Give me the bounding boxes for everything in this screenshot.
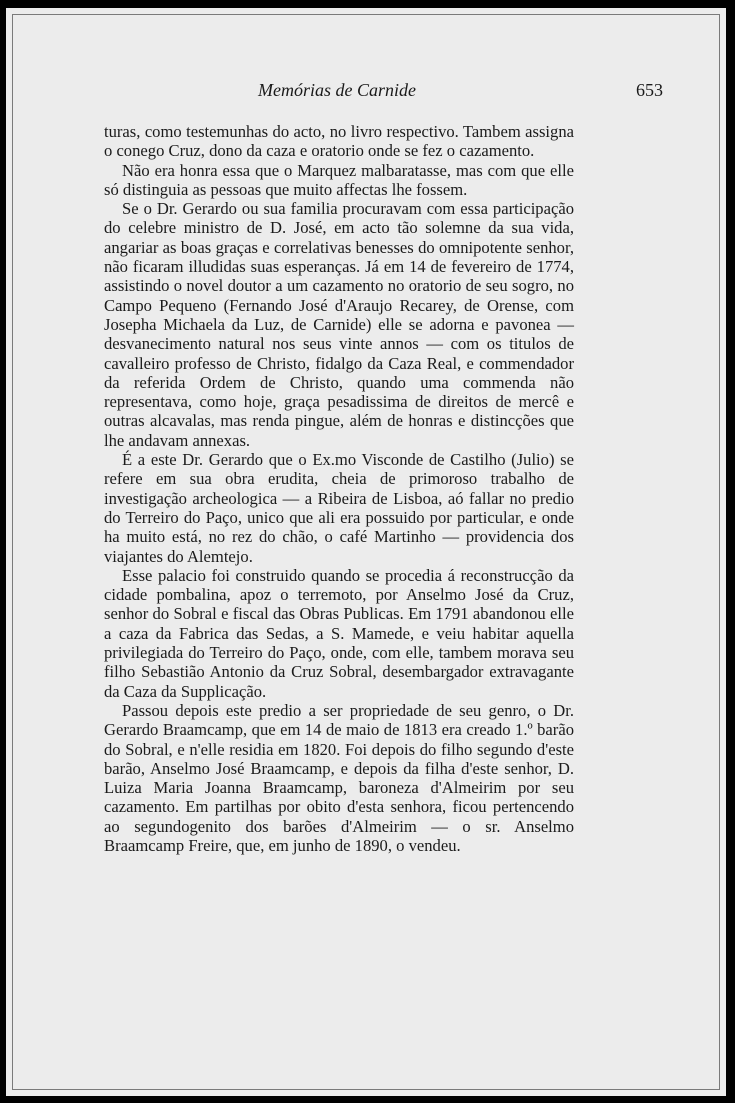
paragraph-3: Se o Dr. Gerardo ou sua familia procuravam com essa participação do celebre ministro de D. José, em acto tão solemne da sua vida, angariar as boas graças e correlativas benesses do omnipotente senhor, não ficaram illudidas suas esperanças. Já em 14 de fevereiro de 1774, assistindo o novel doutor a um cazamento no oratorio de seu sogro, no Campo Pequeno (Fernando José d'Araujo Recarey, de Orense, com Josepha Michaela da Luz, de Carnide) elle se adorna e pavonea — desvanecimento natural nos seus vinte annos — com os titulos de cavalleiro professo de Christo, fidalgo da Caza Real, e commendador da referida Ordem de Christo, quando uma commenda não representava, como hoje, graça pesadissima de direitos de mercê e outras alcavalas, mas renda pingue, além de honras e distincções que lhe andavam annexas.	[104, 199, 574, 450]
paragraph-5: Esse palacio foi construido quando se procedia á reconstrucção da cidade pombalina, apoz o terremoto, por Anselmo José da Cruz, senhor do Sobral e fiscal das Obras Publicas. Em 1791 abandonou elle a caza da Fabrica das Sedas, a S. Mamede, e veiu habitar aquella privilegiada do Terreiro do Paço, onde, com elle, tambem morava seu filho Sebastião Antonio da Cruz Sobral, desembargador extravagante da Caza da Supplicação.	[104, 565, 574, 701]
body-text	[104, 122, 574, 855]
paragraph-6: Passou depois este predio a ser propriedade de seu genro, o Dr. Gerardo Braamcamp, que em 14 de maio de 1813 era creado 1.º barão do Sobral, e n'elle residia em 1820. Foi depois do filho segundo d'este barão, Anselmo José Braamcamp, e depois da filha d'este senhor, D. Luiza Maria Joanna Braamcamp, baroneza d'Almeirim por seu cazamento. Em partilhas por obito d'esta senhora, ficou pertencendo ao segundogenito dos barões d'Almeirim — o sr. Anselmo Braamcamp Freire, que, em junho de 1890, o vendeu.	[104, 700, 574, 855]
book-page	[6, 8, 726, 1096]
paragraph-2: Não era honra essa que o Marquez malbaratasse, mas com que elle só distinguia as pessoas que muito affectas lhe fossem.	[104, 160, 574, 199]
paragraph-4: É a este Dr. Gerardo que o Ex.mo Visconde de Castilho (Julio) se refere em sua obra erudita, cheia de primoroso trabalho de investigação archeologica — a Ribeira de Lisboa, aó fallar no predio do Terreiro do Paço, unico que ali era possuido por particular, e onde ha muito está, no rez do chão, o café Martinho — providencia dos viajantes do Alemtejo.	[104, 450, 574, 566]
running-title: Memórias de Carnide	[258, 80, 416, 100]
paragraph-1: turas, como testemunhas do acto, no livro respectivo. Tambem assigna o conego Cruz, dono da caza e oratorio onde se fez o cazamento.	[104, 122, 574, 161]
page-number: 653	[636, 80, 663, 100]
page-header	[6, 80, 726, 104]
